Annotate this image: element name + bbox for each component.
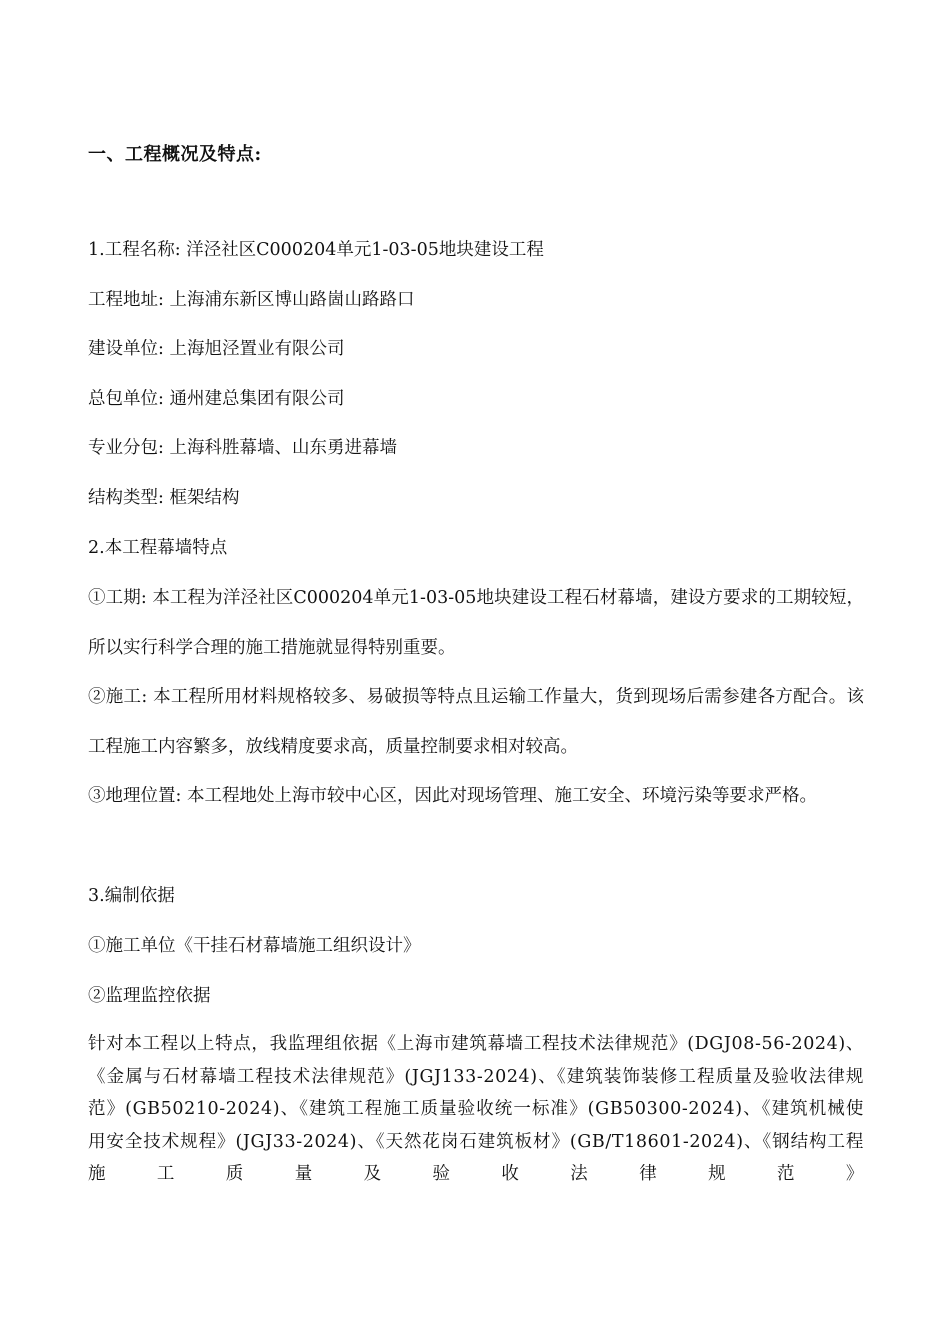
project-structure: 结构类型: 框架结构 — [88, 488, 240, 508]
project-subcontractor: 专业分包: 上海科胜幕墙、山东勇进幕墙 — [88, 438, 397, 458]
feature-construction: ②施工: 本工程所用材料规格较多、易破损等特点且运输工作量大，货到现场后需参建各方配合。该工程施工内容繁多，放线精度要求高，质量控制要求相对较高。 — [88, 687, 864, 757]
basis-item-2: ②监理监控依据 — [88, 986, 211, 1006]
features-title: 2.本工程幕墙特点 — [88, 538, 228, 558]
basis-title: 3.编制依据 — [88, 886, 175, 906]
section-heading: 一、工程概况及特点: — [88, 144, 262, 165]
feature-schedule: ①工期: 本工程为洋泾社区C000204单元1-03-05地块建设工程石材幕墙，建设方要求的工期较短，所以实行科学合理的施工措施就显得特别重要。 — [88, 588, 864, 658]
project-name: 1.工程名称: 洋泾社区C000204单元1-03-05地块建设工程 — [88, 240, 544, 260]
basis-item-1: ①施工单位《干挂石材幕墙施工组织设计》 — [88, 936, 421, 956]
project-owner: 建设单位: 上海旭泾置业有限公司 — [88, 339, 345, 359]
project-address: 工程地址: 上海浦东新区博山路崮山路路口 — [88, 290, 415, 310]
project-contractor: 总包单位: 通州建总集团有限公司 — [88, 389, 345, 409]
feature-location: ③地理位置: 本工程地处上海市较中心区，因此对现场管理、施工安全、环境污染等要求严格。 — [88, 786, 817, 806]
basis-paragraph: 针对本工程以上特点，我监理组依据《上海市建筑幕墙工程技术法律规范》(DGJ08-56-2024)、《金属与石材幕墙工程技术法律规范》(JGJ133-2024)、《建筑装饰装修工程质量及验收法律规范》(GB50210-2024)、《建筑工程施工质量验收统一标准》(GB50300-2024)、《建筑机械使用安全技术规程》(JGJ33-2024)、《天然花岗石建筑板材》(GB/T18601-2024)、《钢结构工程施工质量及验收法律规范》 — [88, 1034, 864, 1184]
